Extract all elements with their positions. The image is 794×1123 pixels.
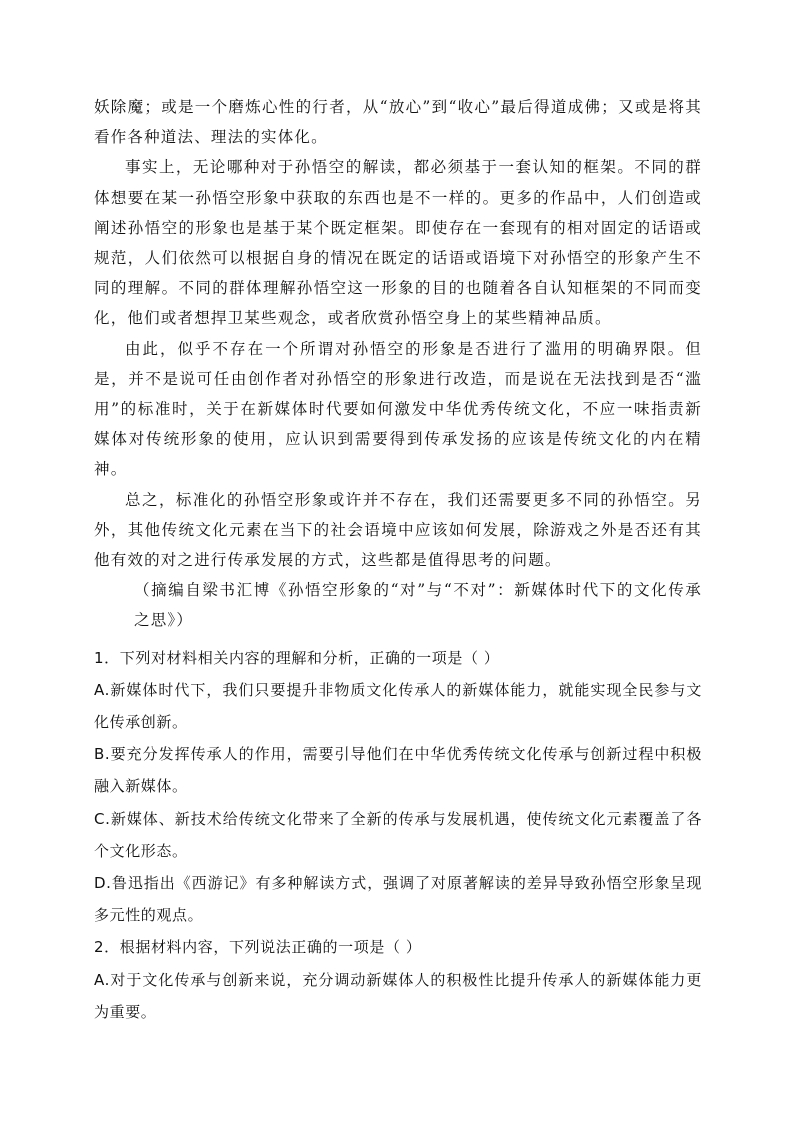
question-list: [94, 642, 702, 1028]
option-a: A.对于文化传承与创新来说，充分调动新媒体人的积极性比提升传承人的新媒体能力更为重要。: [94, 970, 702, 1021]
reading-passage: [94, 92, 702, 636]
document-page: [94, 92, 702, 1028]
passage-paragraph: 事实上，无论哪种对于孙悟空的解读，都必须基于一套认知的框架。不同的群体想要在某一孙悟空形象中获取的东西也是不一样的。更多的作品中，人们创造或阐述孙悟空的形象也是基于某个既定框架。即使存在一套现有的相对固定的话语或规范，人们依然可以根据自身的情况在既定的话语或语境下对孙悟空的形象产生不同的理解。不同的群体理解孙悟空这一形象的目的也随着各自认知框架的不同而变化，他们或者想捍卫某些观念，或者欣赏孙悟空身上的某些精神品质。: [94, 158, 702, 328]
option-a: A.新媒体时代下，我们只要提升非物质文化传承人的新媒体能力，就能实现全民参与文化传承创新。: [94, 680, 702, 732]
passage-source: （摘编自梁书汇博《孙悟空形象的“对”与“不对”：新媒体时代下的文化传承之思》）: [134, 581, 702, 630]
question-1: [94, 642, 702, 932]
question-stem: 1．下列对材料相关内容的理解和分析，正确的一项是（ ）: [94, 648, 500, 667]
option-b: B.要充分发挥传承人的作用，需要引导他们在中华优秀传统文化传承与创新过程中积极融入新媒体。: [94, 745, 702, 796]
passage-paragraph: 总之，标准化的孙悟空形象或许并不存在，我们还需要更多不同的孙悟空。另外，其他传统文化元素在当下的社会语境中应该如何发展，除游戏之外是否还有其他有效的对之进行传承发展的方式，这些都是值得思考的问题。: [94, 490, 702, 570]
option-c: C.新媒体、新技术给传统文化带来了全新的传承与发展机遇，使传统文化元素覆盖了各个文化形态。: [94, 809, 702, 860]
question-2: [94, 931, 702, 1028]
passage-paragraph: 妖除魔；或是一个磨炼心性的行者，从“放心”到“收心”最后得道成佛；又或是将其看作各种道法、理法的实体化。: [94, 98, 702, 147]
passage-paragraph: 由此，似乎不存在一个所谓对孙悟空的形象是否进行了滥用的明确界限。但是，并不是说可任由创作者对孙悟空的形象进行改造，而是说在无法找到是否“滥用”的标准时，关于在新媒体时代要如何激发中华优秀传统文化，不应一味指责新媒体对传统形象的使用，应认识到需要得到传承发扬的应该是传统文化的内在精神。: [94, 339, 702, 479]
question-stem: 2．根据材料内容，下列说法正确的一项是（ ）: [94, 938, 422, 957]
option-d: D.鲁迅指出《西游记》有多种解读方式，强调了对原著解读的差异导致孙悟空形象呈现多元性的观点。: [94, 874, 702, 925]
